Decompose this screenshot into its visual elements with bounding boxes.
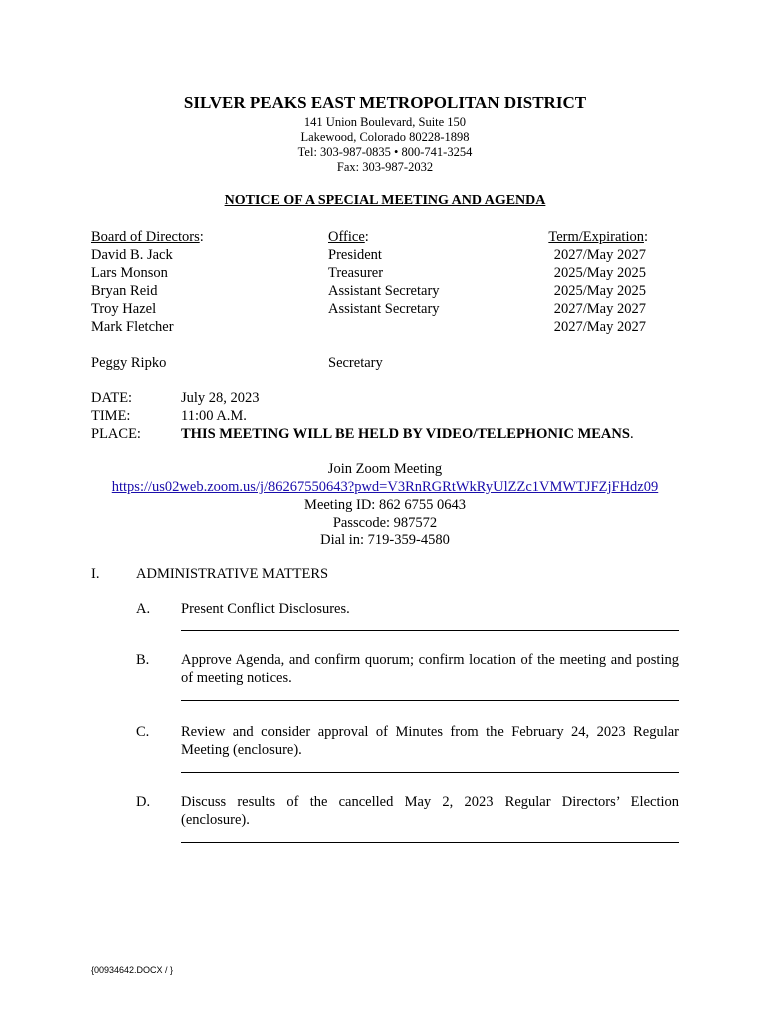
item-letter: D.	[136, 794, 151, 810]
member-term: 2027/May 2027	[553, 301, 646, 317]
item-text-line: Approve Agenda, and confirm quorum; confirm location of the meeting and posting	[181, 652, 679, 668]
secretary-name: Peggy Ripko	[91, 355, 167, 371]
member-term: 2025/May 2025	[553, 283, 646, 299]
item-text-line: Meeting (enclosure).	[181, 742, 302, 758]
item-text	[181, 793, 679, 829]
term-header-label: Term/Expiration	[548, 229, 644, 245]
place-label: PLACE:	[91, 426, 141, 442]
footer-doc-id: {00934642.DOCX / }	[91, 965, 174, 975]
signature-line	[181, 842, 679, 843]
time-label: TIME:	[91, 408, 131, 424]
dial-in: Dial in: 719-359-4580	[320, 532, 450, 548]
zoom-heading: Join Zoom Meeting	[327, 461, 443, 477]
term-header: Term/Expiration:	[548, 229, 648, 245]
address-line-2: Lakewood, Colorado 80228-1898	[300, 130, 470, 144]
zoom-link-row	[0, 478, 770, 496]
member-name: David B. Jack	[91, 247, 173, 263]
member-office: Assistant Secretary	[328, 301, 440, 317]
place-suffix: .	[629, 426, 634, 442]
item-text-line: of meeting notices.	[181, 670, 292, 686]
item-text	[181, 723, 679, 759]
member-name: Lars Monson	[91, 265, 168, 281]
item-text-line: Review and consider approval of Minutes from the February 24, 2023 Regular	[181, 724, 679, 740]
time-value: 11:00 A.M.	[181, 408, 247, 424]
item-text: Present Conflict Disclosures.	[181, 601, 350, 617]
member-term: 2027/May 2027	[553, 319, 646, 335]
member-name: Bryan Reid	[91, 283, 158, 299]
office-header-label: Office	[328, 229, 365, 245]
item-letter: A.	[136, 601, 151, 617]
member-office: Assistant Secretary	[328, 283, 440, 299]
signature-line	[181, 772, 679, 773]
notice-title: NOTICE OF A SPECIAL MEETING AND AGENDA	[224, 193, 546, 208]
section-title: ADMINISTRATIVE MATTERS	[136, 566, 329, 582]
district-title: SILVER PEAKS EAST METROPOLITAN DISTRICT	[183, 93, 587, 112]
member-term: 2027/May 2027	[553, 247, 646, 263]
zoom-link[interactable]: https://us02web.zoom.us/j/86267550643?pwd=V3RnRGRtWkRyUlZZc1VMWTJFZjFHdz09	[111, 479, 659, 495]
item-text-line: (enclosure).	[181, 812, 250, 828]
board-header-label: Board of Directors	[91, 229, 200, 245]
item-text	[181, 651, 679, 687]
passcode: Passcode: 987572	[332, 515, 438, 531]
place-value	[181, 425, 634, 443]
signature-line	[181, 700, 679, 701]
member-name: Mark Fletcher	[91, 319, 174, 335]
member-name: Troy Hazel	[91, 301, 157, 317]
place-text: THIS MEETING WILL BE HELD BY VIDEO/TELEPHONIC MEANS	[181, 426, 630, 442]
meeting-id: Meeting ID: 862 6755 0643	[304, 497, 466, 513]
item-letter: C.	[136, 724, 150, 740]
item-letter: B.	[136, 652, 150, 668]
member-office: Treasurer	[328, 265, 384, 281]
member-office: President	[328, 247, 382, 263]
item-text-line: Discuss results of the cancelled May 2, 2023 Regular Directors’ Election	[181, 794, 679, 810]
board-header: Board of Directors:	[91, 229, 204, 245]
phone-line: Tel: 303-987-0835 • 800-741-3254	[297, 145, 473, 159]
signature-line	[181, 630, 679, 631]
date-value: July 28, 2023	[181, 390, 260, 406]
secretary-office: Secretary	[328, 355, 383, 371]
date-label: DATE:	[91, 390, 133, 406]
address-line-1: 141 Union Boulevard, Suite 150	[303, 115, 467, 129]
member-term: 2025/May 2025	[553, 265, 646, 281]
section-number: I.	[91, 566, 100, 582]
fax-line: Fax: 303-987-2032	[336, 160, 434, 174]
office-header: Office:	[328, 229, 369, 245]
